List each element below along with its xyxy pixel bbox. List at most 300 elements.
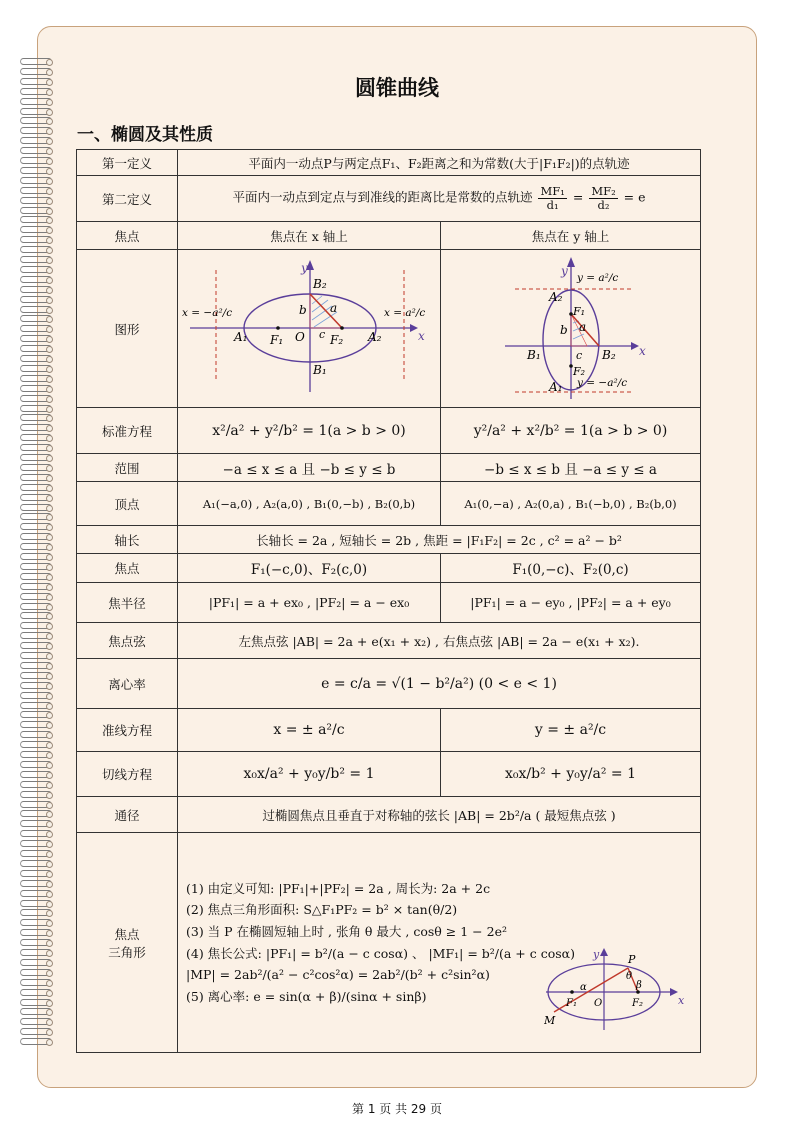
latus-rectum: 过椭圆焦点且垂直于对称轴的弦长 |AB| = 2b²/a ( 最短焦点弦 ): [178, 797, 701, 833]
spiral-coil: [20, 395, 52, 404]
coil-hole: [46, 861, 53, 868]
triangle-item-6: (5) 离心率: e = sin(α + β)/(sinα + sinβ): [186, 988, 427, 1004]
spiral-coil: [20, 890, 52, 899]
triangle-item-3: (3) 当 P 在椭圆短轴上时 , 张角 θ 最大 , cosθ ≥ 1 − 2e²: [186, 923, 507, 939]
spiral-coil: [20, 1028, 52, 1037]
coil-hole: [46, 208, 53, 215]
y-arrow-icon: [567, 257, 575, 267]
coil-hole: [46, 1029, 53, 1036]
spiral-coil: [20, 108, 52, 117]
spiral-coil: [20, 1018, 52, 1027]
row-label: 离心率: [77, 659, 178, 709]
spiral-coil: [20, 177, 52, 186]
spiral-coil: [20, 573, 52, 582]
focal-radius-x: |PF₁| = a + ex₀ , |PF₂| = a − ex₀: [178, 583, 441, 623]
label-A2: A₂: [549, 290, 563, 304]
spiral-coil: [20, 494, 52, 503]
coil-hole: [46, 990, 53, 997]
spiral-coil: [20, 603, 52, 612]
spiral-coil: [20, 464, 52, 473]
coil-hole: [46, 366, 53, 373]
spiral-coil: [20, 583, 52, 592]
spiral-coil: [20, 286, 52, 295]
coil-hole: [46, 722, 53, 729]
spiral-coil: [20, 929, 52, 938]
eccentricity: e = c/a = √(1 − b²/a²) (0 < e < 1): [178, 659, 701, 709]
ellipse-properties-table: [76, 149, 701, 1053]
coil-hole: [46, 257, 53, 264]
x-arrow-icon: [631, 342, 639, 350]
spiral-coil: [20, 385, 52, 394]
coil-hole: [46, 336, 53, 343]
equals: =: [572, 190, 584, 205]
spiral-coil: [20, 236, 52, 245]
label-alpha: α: [580, 982, 587, 993]
ellipse-x-figure: [182, 252, 437, 402]
x-arrow-icon: [670, 988, 678, 996]
coil-hole: [46, 712, 53, 719]
y-label: y: [593, 948, 600, 961]
spiral-coil: [20, 900, 52, 909]
spiral-coil: [20, 662, 52, 671]
table-row: [77, 222, 701, 250]
coil-hole: [46, 871, 53, 878]
coil-hole: [46, 613, 53, 620]
section-heading: 一、椭圆及其性质: [77, 125, 213, 145]
vertex-x: A₁(−a,0) , A₂(a,0) , B₁(0,−b) , B₂(0,b): [178, 482, 441, 526]
coil-hole: [46, 841, 53, 848]
graph-x-cell: [178, 250, 441, 408]
top-directrix-label: y = a²/c: [577, 272, 619, 284]
range-y: −b ≤ x ≤ b 且 −a ≤ y ≤ a: [441, 454, 701, 482]
coil-hole: [46, 851, 53, 858]
spiral-coil: [20, 652, 52, 661]
spiral-coil: [20, 226, 52, 235]
coil-hole: [46, 445, 53, 452]
coil-hole: [46, 247, 53, 254]
spiral-coil: [20, 167, 52, 176]
spiral-coil: [20, 593, 52, 602]
label-A2: A₂: [368, 330, 382, 344]
row-label: 轴长: [77, 526, 178, 554]
spiral-coil: [20, 563, 52, 572]
spiral-coil: [20, 127, 52, 136]
coil-hole: [46, 534, 53, 541]
spiral-coil: [20, 781, 52, 790]
coil-hole: [46, 881, 53, 888]
coil-hole: [46, 960, 53, 967]
row-label: 切线方程: [77, 752, 178, 797]
spiral-coil: [20, 880, 52, 889]
coil-hole: [46, 376, 53, 383]
coil-hole: [46, 623, 53, 630]
coil-hole: [46, 970, 53, 977]
coil-hole: [46, 435, 53, 442]
second-definition-text: 平面内一动点到定点与到准线的距离比是常数的点轨迹: [232, 190, 533, 205]
coil-hole: [46, 663, 53, 670]
spiral-coil: [20, 504, 52, 513]
x-label: x: [639, 344, 646, 358]
spiral-coil: [20, 840, 52, 849]
ratio-2: $\frac{\text{MF₂}}{\text{d₂}}$: [591, 184, 616, 212]
row-label: 第二定义: [77, 176, 178, 222]
bottom-directrix-label: y = −a²/c: [577, 377, 628, 389]
spiral-coil: [20, 801, 52, 810]
coil-hole: [46, 910, 53, 917]
coil-hole: [46, 604, 53, 611]
coil-hole: [46, 732, 53, 739]
coil-hole: [46, 742, 53, 749]
label-O: O: [594, 998, 603, 1009]
coil-hole: [46, 544, 53, 551]
label-A1: A₁: [234, 330, 248, 344]
label-F1: F₁: [270, 333, 284, 347]
coil-hole: [46, 821, 53, 828]
spiral-coil: [20, 444, 52, 453]
directrix-x: x = ± a²/c: [178, 709, 441, 752]
focus-point: [276, 326, 280, 330]
ellipse-y-figure: [445, 251, 697, 403]
focus-point: [340, 326, 344, 330]
coil-hole: [46, 653, 53, 660]
spiral-coil: [20, 919, 52, 928]
coil-hole: [46, 564, 53, 571]
table-row: [77, 176, 701, 222]
spiral-coil: [20, 830, 52, 839]
table-row: [77, 623, 701, 659]
left-directrix-label: x = −a²/c: [182, 307, 233, 319]
row-label-line: 三角形: [108, 944, 146, 960]
spiral-coil: [20, 197, 52, 206]
label-b: b: [560, 323, 568, 337]
row-label: [77, 833, 178, 1053]
focus-on-y-header: 焦点在 y 轴上: [441, 222, 701, 250]
spiral-coil: [20, 345, 52, 354]
coil-hole: [46, 495, 53, 502]
vertex-y: A₁(0,−a) , A₂(0,a) , B₁(−b,0) , B₂(b,0): [441, 482, 701, 526]
coil-hole: [46, 465, 53, 472]
coil-hole: [46, 307, 53, 314]
spiral-coil: [20, 989, 52, 998]
row-label: 图形: [77, 250, 178, 408]
label-F2: F₂: [573, 365, 586, 378]
coil-hole: [46, 514, 53, 521]
label-B1: B₁: [527, 348, 541, 362]
label-B1: B₁: [313, 363, 327, 377]
y-arrow-icon: [600, 948, 608, 956]
coil-hole: [46, 554, 53, 561]
spiral-coil: [20, 870, 52, 879]
coil-hole: [46, 109, 53, 116]
spiral-coil: [20, 682, 52, 691]
coil-hole: [46, 277, 53, 284]
x-arrow-icon: [410, 324, 418, 332]
coil-hole: [46, 118, 53, 125]
spiral-coil: [20, 543, 52, 552]
spiral-coil: [20, 256, 52, 265]
spiral-coil: [20, 424, 52, 433]
spiral-coil: [20, 999, 52, 1008]
table-row: [77, 752, 701, 797]
coil-hole: [46, 703, 53, 710]
coil-hole: [46, 455, 53, 462]
focal-triangle-cell: [178, 833, 701, 1053]
spiral-coil: [20, 405, 52, 414]
spiral-coil: [20, 474, 52, 483]
triangle-item-4: (4) 焦长公式: |PF₁| = b²/(a − c cosα) 、 |MF₁| = b²/(a + c cosα): [186, 945, 575, 961]
spiral-coil: [20, 632, 52, 641]
label-c: c: [576, 349, 583, 362]
coil-hole: [46, 505, 53, 512]
coil-hole: [46, 158, 53, 165]
ratio-1: $\frac{\text{MF₁}}{\text{d₁}}$: [540, 184, 565, 212]
coil-hole: [46, 198, 53, 205]
label-O: O: [295, 330, 305, 344]
spiral-coil: [20, 246, 52, 255]
row-label: 焦点: [77, 554, 178, 583]
coil-hole: [46, 802, 53, 809]
page-footer: 第 1 页 共 29 页: [352, 1102, 442, 1116]
y-label: y: [561, 264, 568, 278]
spiral-coil: [20, 731, 52, 740]
spiral-coil: [20, 810, 52, 819]
focus-x: F₁(−c,0)、F₂(c,0): [178, 554, 441, 583]
spiral-coil: [20, 484, 52, 493]
row-label: 焦点弦: [77, 623, 178, 659]
coil-hole: [46, 316, 53, 323]
spiral-coil: [20, 979, 52, 988]
focal-triangle-figure: [544, 946, 694, 1034]
coil-hole: [46, 752, 53, 759]
table-row: [77, 150, 701, 176]
coil-hole: [46, 128, 53, 135]
equals-e: = e: [623, 190, 646, 205]
label-A1: A₁: [549, 380, 563, 394]
spiral-coil: [20, 850, 52, 859]
coil-hole: [46, 930, 53, 937]
coil-hole: [46, 920, 53, 927]
coil-hole: [46, 396, 53, 403]
row-label: 焦半径: [77, 583, 178, 623]
coil-hole: [46, 148, 53, 155]
coil-hole: [46, 683, 53, 690]
coil-hole: [46, 950, 53, 957]
spiral-coil: [20, 454, 52, 463]
axis-length: 长轴长 = 2a , 短轴长 = 2b , 焦距 = |F₁F₂| = 2c , c² = a² − b²: [178, 526, 701, 554]
spiral-coil: [20, 672, 52, 681]
coil-hole: [46, 782, 53, 789]
row-label: 范围: [77, 454, 178, 482]
coil-hole: [46, 138, 53, 145]
table-row: [77, 482, 701, 526]
row-label: 标准方程: [77, 408, 178, 454]
spiral-coil: [20, 692, 52, 701]
coil-hole: [46, 237, 53, 244]
coil-hole: [46, 227, 53, 234]
label-B2: B₂: [602, 348, 616, 362]
coil-hole: [46, 326, 53, 333]
label-b: b: [299, 303, 307, 317]
spiral-coil: [20, 375, 52, 384]
spiral-coil: [20, 137, 52, 146]
coil-hole: [46, 940, 53, 947]
spiral-coil: [20, 909, 52, 918]
spiral-coil: [20, 702, 52, 711]
spiral-coil: [20, 216, 52, 225]
right-directrix-label: x = a²/c: [384, 307, 426, 319]
spiral-coil: [20, 860, 52, 869]
spiral-coil: [20, 335, 52, 344]
hatch-line: [312, 306, 332, 320]
coil-hole: [46, 772, 53, 779]
spiral-coil: [20, 612, 52, 621]
spiral-coil: [20, 365, 52, 374]
label-a: a: [330, 301, 338, 315]
label-P: P: [628, 953, 636, 966]
spiral-coil: [20, 711, 52, 720]
spiral-coil: [20, 761, 52, 770]
coil-hole: [46, 643, 53, 650]
spiral-coil: [20, 751, 52, 760]
spiral-coil: [20, 513, 52, 522]
spiral-coil: [20, 741, 52, 750]
coil-hole: [46, 584, 53, 591]
spiral-coil: [20, 147, 52, 156]
coil-hole: [46, 59, 53, 66]
coil-hole: [46, 891, 53, 898]
coil-hole: [46, 831, 53, 838]
spiral-coil: [20, 315, 52, 324]
row-label: 准线方程: [77, 709, 178, 752]
coil-hole: [46, 762, 53, 769]
triangle-item-1: (1) 由定义可知: |PF₁|+|PF₂| = 2a , 周长为: 2a + 2c: [186, 880, 491, 896]
spiral-coil: [20, 642, 52, 651]
coil-hole: [46, 297, 53, 304]
coil-hole: [46, 386, 53, 393]
label-F1: F₁: [573, 305, 586, 318]
page-title: 圆锥曲线: [355, 76, 439, 100]
second-definition: [178, 176, 701, 222]
spiral-coil: [20, 1008, 52, 1017]
coil-hole: [46, 267, 53, 274]
triangle-item-5: |MP| = 2ab²/(a² − c²cos²α) = 2ab²/(b² + c²sin²α): [186, 967, 490, 983]
row-label-line: 焦点: [114, 926, 140, 942]
spiral-coil: [20, 771, 52, 780]
focus-y: F₁(0,−c)、F₂(0,c): [441, 554, 701, 583]
coil-hole: [46, 406, 53, 413]
tangent-x: x₀x/a² + y₀y/b² = 1: [178, 752, 441, 797]
spiral-coil: [20, 523, 52, 532]
label-F2: F₂: [330, 333, 344, 347]
table-row: [77, 833, 701, 1053]
spiral-coil: [20, 187, 52, 196]
table-row: [77, 797, 701, 833]
row-label: 通径: [77, 797, 178, 833]
spiral-coil: [20, 1038, 52, 1047]
focus-on-x-header: 焦点在 x 轴上: [178, 222, 441, 250]
spiral-coil: [20, 58, 52, 67]
spiral-coil: [20, 325, 52, 334]
spiral-coil: [20, 553, 52, 562]
spiral-coil: [20, 355, 52, 364]
spiral-coil: [20, 949, 52, 958]
spiral-coil: [20, 207, 52, 216]
spiral-coil: [20, 296, 52, 305]
label-c: c: [319, 328, 326, 341]
label-beta: β: [636, 980, 642, 991]
label-theta: θ: [626, 971, 633, 982]
table-row: [77, 454, 701, 482]
spiral-coil: [20, 791, 52, 800]
spiral-coil: [20, 276, 52, 285]
coil-hole: [46, 1039, 53, 1046]
standard-equation-y: y²/a² + x²/b² = 1(a > b > 0): [441, 408, 701, 454]
table-row: [77, 709, 701, 752]
coil-hole: [46, 287, 53, 294]
spiral-binding: [20, 58, 54, 1053]
coil-hole: [46, 811, 53, 818]
spiral-coil: [20, 721, 52, 730]
coil-hole: [46, 524, 53, 531]
table-row: [77, 250, 701, 408]
label-a: a: [579, 320, 587, 334]
first-definition: 平面内一动点P与两定点F₁、F₂距离之和为常数(大于|F₁F₂|)的点轨迹: [178, 150, 701, 176]
focal-radius-y: |PF₁| = a − ey₀ , |PF₂| = a + ey₀: [441, 583, 701, 623]
spiral-coil: [20, 306, 52, 315]
directrix-y: y = ± a²/c: [441, 709, 701, 752]
spiral-coil: [20, 266, 52, 275]
label-F1: F₁: [566, 998, 577, 1009]
table-row: [77, 554, 701, 583]
row-label: 焦点: [77, 222, 178, 250]
y-label: y: [301, 261, 308, 275]
coil-hole: [46, 1000, 53, 1007]
coil-hole: [46, 217, 53, 224]
spiral-coil: [20, 939, 52, 948]
x-label: x: [418, 329, 425, 343]
spiral-coil: [20, 157, 52, 166]
label-M: M: [544, 1014, 556, 1027]
table-row: [77, 526, 701, 554]
segment-a: [310, 294, 342, 328]
row-label: 顶点: [77, 482, 178, 526]
row-label: 第一定义: [77, 150, 178, 176]
spiral-coil: [20, 622, 52, 631]
spiral-coil: [20, 533, 52, 542]
coil-hole: [46, 792, 53, 799]
coil-hole: [46, 356, 53, 363]
coil-hole: [46, 980, 53, 987]
triangle-item-2: (2) 焦点三角形面积: S△F₁PF₂ = b² × tan(θ/2): [186, 902, 458, 918]
coil-hole: [46, 633, 53, 640]
coil-hole: [46, 673, 53, 680]
coil-hole: [46, 188, 53, 195]
coil-hole: [46, 415, 53, 422]
spiral-coil: [20, 820, 52, 829]
coil-hole: [46, 574, 53, 581]
coil-hole: [46, 901, 53, 908]
coil-hole: [46, 168, 53, 175]
coil-hole: [46, 425, 53, 432]
coil-hole: [46, 594, 53, 601]
table-row: [77, 583, 701, 623]
table-row: [77, 659, 701, 709]
tangent-y: x₀x/b² + y₀y/a² = 1: [441, 752, 701, 797]
coil-hole: [46, 1009, 53, 1016]
graph-y-cell: [441, 250, 701, 408]
spiral-coil: [20, 434, 52, 443]
spiral-coil: [20, 414, 52, 423]
